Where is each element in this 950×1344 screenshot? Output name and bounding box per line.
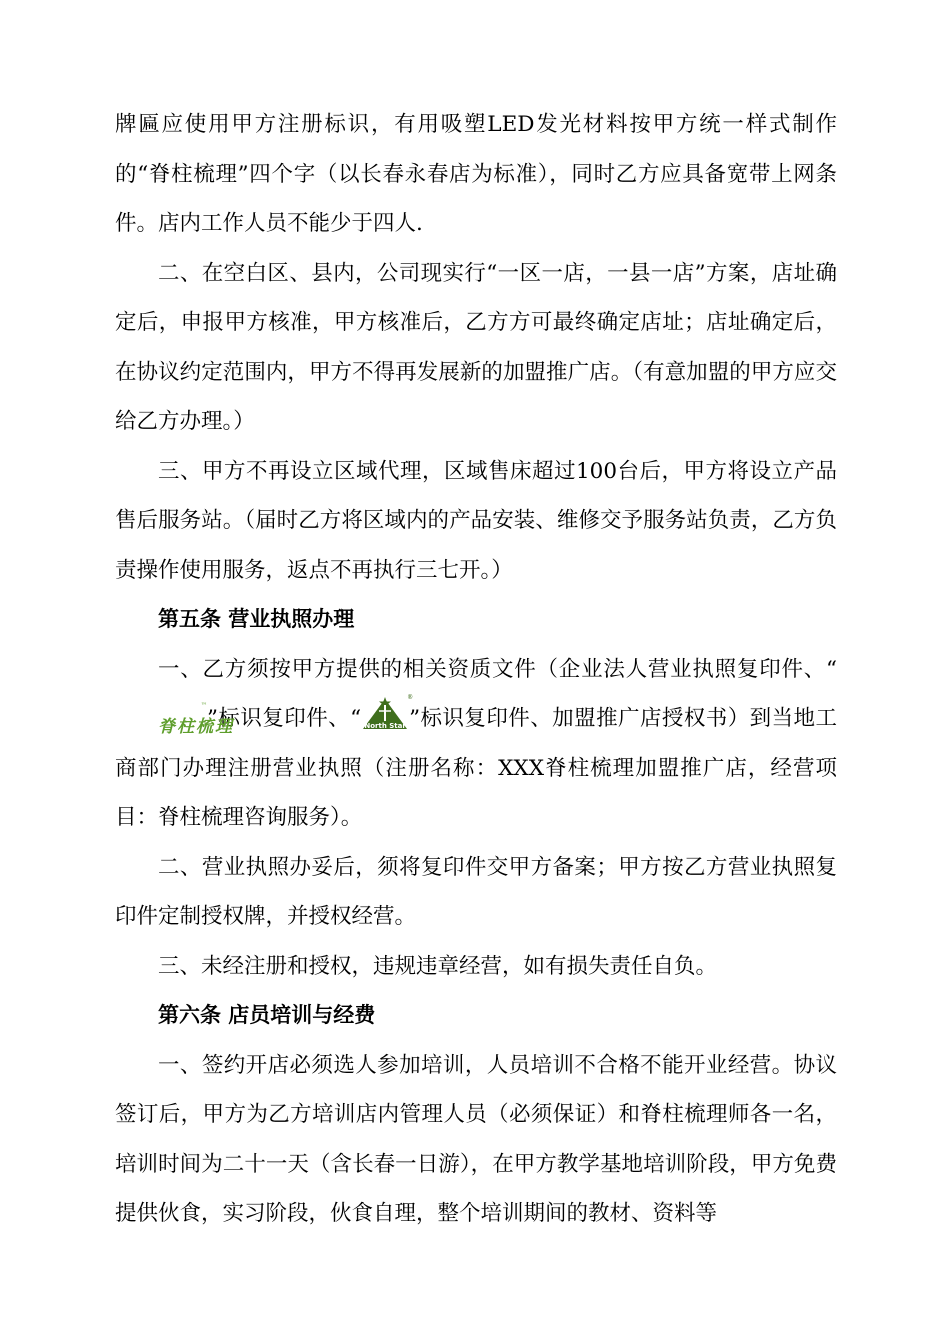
- paragraph-regional-agent: 三、甲方不再设立区域代理，区域售床超过100台后，甲方将设立产品售后服务站。（届时乙方将区域内的产品安装、维修交予服务站负责，乙方负责操作使用服务，返点不再执行三七开。）: [115, 458, 837, 583]
- paragraph-business-license: [115, 645, 837, 843]
- license-text-part-2: ”标识复印件、“: [207, 706, 362, 731]
- paragraph-signboard: 牌匾应使用甲方注册标识，有用吸塑LED发光材料按甲方统一样式制作的“脊柱梳理”四个字（以长春永春店为标准），同时乙方应具备宽带上网条件。店内工作人员不能少于四人.: [115, 112, 837, 236]
- heading-article-5: 第五条 营业执照办理: [158, 607, 355, 631]
- license-text-part-3: ”标识复印件、加盟推广店授权书）到当地工商部门办理注册营业执照（注册名称：XXX脊柱梳理加盟推广店，经营项目：脊柱梳理咨询服务）。: [115, 706, 838, 830]
- document-page: [115, 100, 837, 1239]
- paragraph-one-store-policy: 二、在空白区、县内，公司现实行“一区一店，一县一店”方案，店址确定后，申报甲方核准，甲方核准后，乙方方可最终确定店址；店址确定后，在协议约定范围内，甲方不得再发展新的加盟推广店。（有意加盟的甲方应交给乙方办理。）: [115, 260, 837, 434]
- jizhu-shuli-logo: [115, 701, 234, 737]
- trademark-mark: ™: [201, 702, 207, 709]
- paragraph-unauthorized-liability: 三、未经注册和授权，违规违章经营，如有损失责任自负。: [158, 953, 718, 979]
- paragraph-training: 一、签约开店必须选人参加培训，人员培训不合格不能开业经营。协议签订后，甲方为乙方培训店内管理人员（必须保证）和脊柱梳理师各一名，培训时间为二十一天（含长春一日游），在甲方教学基地培训阶段，甲方免费提供伙食，实习阶段，伙食自理，整个培训期间的教材、资料等: [115, 1052, 837, 1226]
- north-star-logo: [361, 694, 414, 731]
- registered-mark: ®: [407, 694, 414, 701]
- heading-article-6: 第六条 店员培训与经费: [158, 1003, 376, 1027]
- paragraph-license-filing: 二、营业执照办妥后，须将复印件交甲方备案；甲方按乙方营业执照复印件定制授权牌，并授权经营。: [115, 854, 837, 929]
- north-star-logo-text: North Star: [364, 722, 406, 730]
- jizhu-logo-text: 脊柱梳理: [158, 717, 234, 737]
- license-text-part-1: 一、乙方须按甲方提供的相关资质文件（企业法人营业执照复印件、“: [158, 656, 837, 682]
